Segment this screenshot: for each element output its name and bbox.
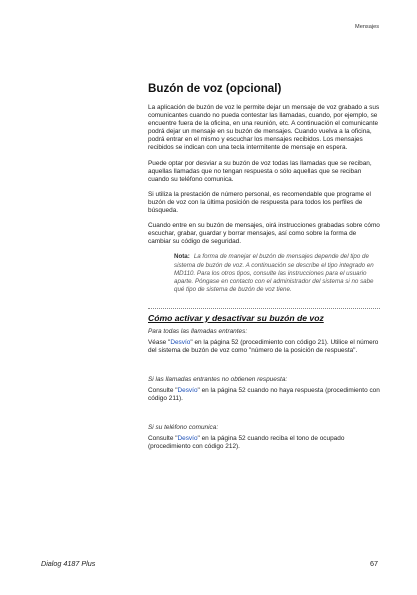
instruction-text-post: " en la página 52 cuando reciba el tono de ocupado (procedimiento con código 212). xyxy=(148,435,345,451)
instruction-no-answer xyxy=(148,387,380,403)
instructions-paragraph: Cuando entre en su buzón de mensajes, oirá instrucciones grabadas sobre cómo escuchar, grabar, guardar y borrar mensajes, así como sobre la forma de cambiar su código de seguridad. xyxy=(148,222,380,246)
condition-no-answer: Si las llamadas entrantes no obtienen respuesta: xyxy=(148,376,288,384)
spacer xyxy=(148,362,380,376)
desvio-link[interactable]: Desvío xyxy=(177,387,198,395)
note-label: Nota: xyxy=(174,253,190,261)
instruction-text-pre: Consulte " xyxy=(148,435,178,443)
note-text: La forma de manejar el buzón de mensajes depende del tipo de sistema de buzón de voz. A continuación se describe el tipo integrado en MD110. Para los otros tipos, consulte las instrucciones para el usuario aparte. Póngase en contacto con el administrador del sistema si no sabe qué tipo de sistema de buzón de voz tiene. xyxy=(174,253,374,293)
desvio-link[interactable]: Desvío xyxy=(177,435,198,443)
section-divider xyxy=(148,308,380,309)
section-title: Cómo activar y desactivar su buzón de voz xyxy=(148,312,324,323)
desvio-link[interactable]: Desvío xyxy=(170,338,191,346)
page-title: Buzón de voz (opcional) xyxy=(148,82,282,95)
condition-all-calls: Para todas las llamadas entrantes: xyxy=(148,327,248,335)
divert-paragraph: Puede optar por desviar a su buzón de voz todas las llamadas que se reciban, aquellas llamadas que no tengan respuesta o sólo aquellas que se reciban cuando su teléfono comunica. xyxy=(148,159,372,183)
note-box xyxy=(174,253,374,293)
instruction-text-pre: Consulte " xyxy=(148,387,178,395)
instruction-text-post: " en la página 52 (procedimiento con código 21). Utilice el número del sistema de buzón de voz como "número de la posición de respuesta". xyxy=(148,338,379,354)
intro-paragraph: La aplicación de buzón de voz le permite dejar un mensaje de voz grabado a sus comunicantes cuando no pueda contestar las llamadas, cuando, por ejemplo, se encuentre fuera de la oficina, en una reunión, etc. A continuación el comunicante podrá dejar un mensaje en su buzón de mensajes. Cuando vuelva a la oficina, podrá entrar en el mismo y escuchar los mensajes recibidos. Los mensajes recibidos se indican con una tecla intermitente de mensaje en espera. xyxy=(148,104,380,152)
instruction-text-post: " en la página 52 cuando no haya respuesta (procedimiento con código 211). xyxy=(148,387,380,403)
running-header: Mensajes xyxy=(355,24,379,30)
condition-busy: Si su teléfono comunica: xyxy=(148,424,219,432)
instruction-all-calls xyxy=(148,339,380,355)
footer-page-number: 67 xyxy=(370,559,378,568)
instruction-busy xyxy=(148,435,380,451)
main-content xyxy=(148,82,380,458)
instruction-text-pre: Véase " xyxy=(148,338,171,346)
footer-product-name: Dialog 4187 Plus xyxy=(41,559,96,568)
spacer xyxy=(148,410,380,424)
personal-number-paragraph: Si utiliza la prestación de número personal, es recomendable que programe el buzón de voz con la última posición de respuesta para todos los perfiles de búsqueda. xyxy=(148,190,371,215)
